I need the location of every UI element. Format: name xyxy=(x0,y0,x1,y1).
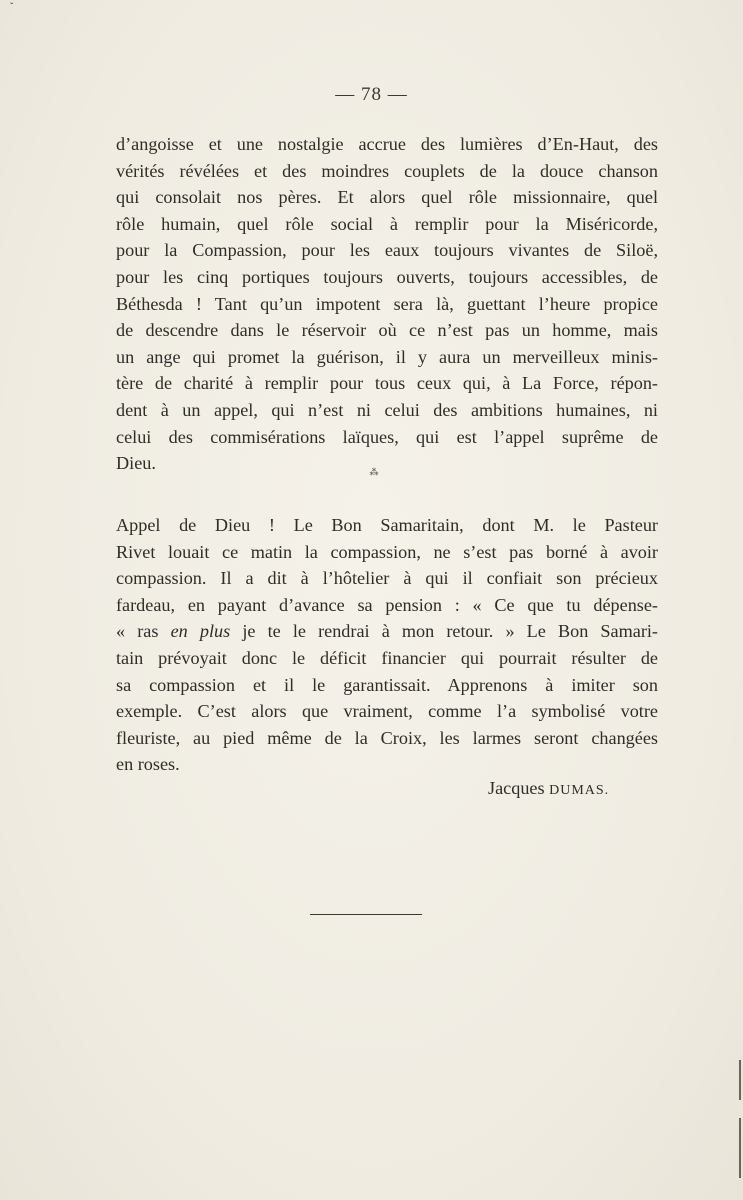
text-line: Rivet louait ce matin la compassion, ne s’est pas borné à avoir xyxy=(116,541,658,562)
text-line: en roses. xyxy=(116,754,180,775)
closing-rule xyxy=(310,914,422,915)
text-line: pour les cinq portiques toujours ouverts, toujours accessibles, de xyxy=(116,266,658,287)
text-line: d’angoisse et une nostalgie accrue des lumières d’En-Haut, des xyxy=(116,134,658,154)
text-run: « ras xyxy=(116,621,171,642)
page-edge-mark xyxy=(739,1060,741,1100)
text-line: tain prévoyait donc le déficit financier qui pourrait résulter de xyxy=(116,647,658,668)
paragraph-2 xyxy=(116,512,658,778)
text-line: tère de charité à remplir pour tous ceux qui, à La Force, répon- xyxy=(116,373,658,394)
text-line: pour la Compassion, pour les eaux toujours vivantes de Siloë, xyxy=(116,240,658,261)
text-line-with-italic xyxy=(116,618,658,645)
text-line: vérités révélées et des moindres couplets de la douce chanson xyxy=(116,160,658,181)
text-line: fardeau, en payant d’avance sa pension : « Ce que tu dépense- xyxy=(116,594,658,615)
text-line: Dieu. xyxy=(116,453,156,474)
corner-mark: ˇ xyxy=(10,2,14,13)
text-line: sa compassion et il le garantissait. Apprenons à imiter son xyxy=(116,674,658,695)
text-line: rôle humain, quel rôle social à remplir pour la Miséricorde, xyxy=(116,213,658,234)
author-first-name: Jacques xyxy=(488,778,550,798)
text-line: qui consolait nos pères. Et alors quel rôle missionnaire, quel xyxy=(116,187,658,208)
paragraph-1 xyxy=(116,131,658,477)
text-line: Appel de Dieu ! Le Bon Samaritain, dont M. le Pasteur xyxy=(116,515,658,535)
asterism-ornament: ⁂ xyxy=(369,467,379,477)
author-last-name: DUMAS. xyxy=(549,783,610,798)
text-line: fleuriste, au pied même de la Croix, les larmes seront changées xyxy=(116,727,658,748)
text-line: dent à un appel, qui n’est ni celui des ambitions humaines, ni xyxy=(116,399,658,420)
text-line: compassion. Il a dit à l’hôtelier à qui il confiait son précieux xyxy=(116,568,658,589)
page-edge-mark xyxy=(739,1118,741,1178)
text-line: exemple. C’est alors que vraiment, comme l’a symbolisé votre xyxy=(116,701,658,722)
text-line: Béthesda ! Tant qu’un impotent sera là, guettant l’heure propice xyxy=(116,293,658,314)
page-number: — 78 — xyxy=(335,84,408,105)
text-line: de descendre dans le réservoir où ce n’est pas un homme, mais xyxy=(116,320,658,341)
text-run: je te le rendrai à mon retour. » Le Bon Samari- xyxy=(230,621,658,642)
text-line: un ange qui promet la guérison, il y aura un merveilleux minis- xyxy=(116,346,658,367)
italic-run: en plus xyxy=(170,621,231,642)
text-line: celui des commisérations laïques, qui est l’appel suprême de xyxy=(116,426,658,447)
author-signature xyxy=(488,778,609,799)
